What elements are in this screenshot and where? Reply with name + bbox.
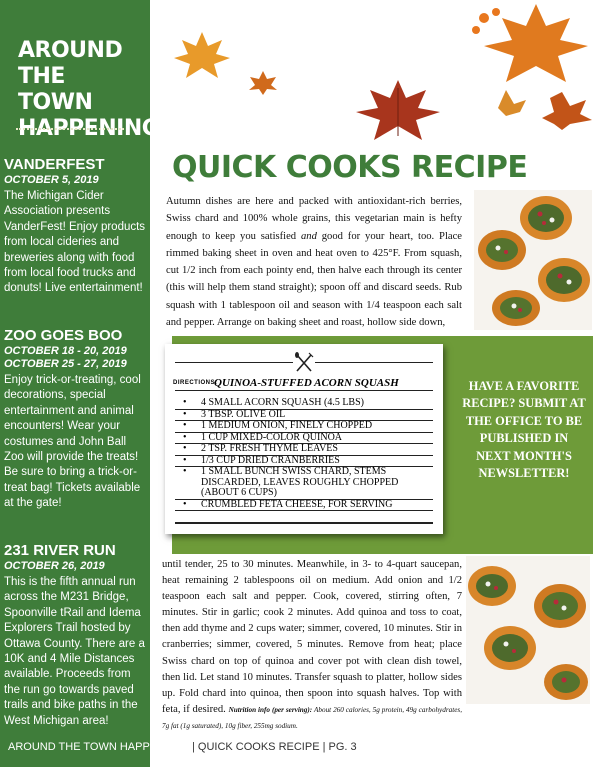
card-divider [175,522,433,524]
ingredient-item: • 1 MEDIUM ONION, FINELY CHOPPED [175,421,433,433]
event-date: OCTOBER 5, 2019 [4,174,99,186]
event-description: Enjoy trick-or-treating, cool decorations, special entertainment and animal encounters! Wear your costumes and John Ball Zoo will provide the treats! Be sure to bring a trick-or-treat bag! Tickets available at the gate! [4,374,141,510]
stuffed-squash-photo [466,556,590,704]
event-vanderfest [4,156,146,297]
submit-recipe-promo: HAVE A FAVORITE RECIPE? SUBMIT AT THE OFFICE TO BE PUBLISHED IN NEXT MONTH'S NEWSLETTER! [462,379,586,481]
recipe-continued [162,557,462,734]
event-title: ZOO GOES BOO [4,327,123,344]
page-footer [8,741,357,753]
ingredient-item: • 1 CUP MIXED-COLOR QUINOA [175,433,433,445]
ingredient-item: • CRUMBLED FETA CHEESE, FOR SERVING [175,500,433,512]
event-date: OCTOBER 18 - 20, 2019 [4,345,127,357]
ingredient-item: • 1/3 CUP DRIED CRANBERRIES [175,456,433,468]
stuffed-squash-photo [474,190,592,330]
intro-emphasis: and [300,230,317,242]
event-date: OCTOBER 25 - 27, 2019 [4,358,127,370]
maple-leaf-icon [354,78,442,142]
event-description: This is the fifth annual run across the M231 Bridge, Spoonville tRail and Idema Explorers Trail hosted by Ottawa County. There are a 10K and 4 Mile Distances available. Proceeds from the run go towards paved trails and bike paths in the West Michigan area! [4,576,145,727]
maple-leaf-icon [172,30,232,80]
recipe-card [165,344,443,534]
ingredient-list [175,398,433,511]
recipe-title: QUINOA-STUFFED ACORN SQUASH [214,377,399,389]
recipe-intro [166,193,462,331]
ingredient-item: • 3 TBSP. OLIVE OIL [175,410,433,422]
sidebar-title: AROUND THE TOWN HAPPENINGS [18,38,175,141]
card-divider [175,390,433,391]
footer-page-info: | QUICK COOKS RECIPE | PG. 3 [191,741,357,753]
leaf-icon [248,70,278,96]
sidebar-divider [16,128,124,130]
fork-spoon-icon [293,352,315,374]
intro-text: good for your heart, too. Place rimmed baking sheet in oven and heat oven to 425°F. From squash, cut 1/2 inch from each pointy end, then halve each through its center (this will help them stand straight); spoon off and discard seeds. Rub squash with 1 tablespoon oil and season with 1/4 teaspoon each salt and pepper. Arrange on baking sheet and roast, hollow side down, [166,230,463,329]
sidebar [0,0,175,767]
ingredient-item: • 2 TSP. FRESH THYME LEAVES [175,444,433,456]
directions-label: DIRECTIONS: [173,380,218,386]
recipe-steps: until tender, 25 to 30 minutes. Meanwhile, in 3- to 4-quart saucepan, heat remaining 2 tablespoons oil on medium. Add onion and 1/2 teaspoon each salt and pepper. Cook, covered, stirring often, 7 minutes. Stir in garlic; cook 2 minutes. Add quinoa and toss to coat, then add thyme and 2 cups water; simmer, covered, 10 minutes. Stir in cranberries; simmer, covered, 5 minutes. Remove from heat; place Swiss chard on top of quinoa and cover pot with clean dish towel, then lid. Let stand 10 minutes. Transfer squash to platter, hollow sides up. Fold chard into quinoa, then spoon into squash halves. Top with feta, if desired. [162,559,462,715]
nutrition-info: About 260 calories, 5g protein, 49g carbohydrates, 7g fat (1g saturated), 10g fiber, 255mg sodium. [162,705,462,730]
event-zoo-goes-boo [4,327,146,512]
event-river-run [4,542,146,729]
ingredient-item: • 4 SMALL ACORN SQUASH (4.5 LBS) [175,398,433,410]
event-description: The Michigan Cider Association presents VanderFest! Enjoy products from local cideries and breweries along with food from local food trucks and donuts! Live entertainment! [4,190,146,295]
autumn-leaves-icon [466,0,593,130]
ingredient-item: • 1 SMALL BUNCH SWISS CHARD, STEMS DISCARDED, LEAVES ROUGHLY CHOPPED (ABOUT 6 CUPS) [175,467,433,500]
intro-text: Autumn dishes are here and packed with antioxidant-rich berries, Swiss chard and 100% whole grains, this vegetarian main is hefty enough to keep you satisfied [166,196,462,242]
nutrition-label: Nutrition info (per serving): [228,705,313,714]
footer-section: AROUND THE TOWN HAPPENINGS [8,741,192,753]
event-date: OCTOBER 26, 2019 [4,560,105,572]
page-title: QUICK COOKS RECIPE [172,150,528,185]
event-title: VANDERFEST [4,156,105,173]
event-title: 231 RIVER RUN [4,542,116,559]
